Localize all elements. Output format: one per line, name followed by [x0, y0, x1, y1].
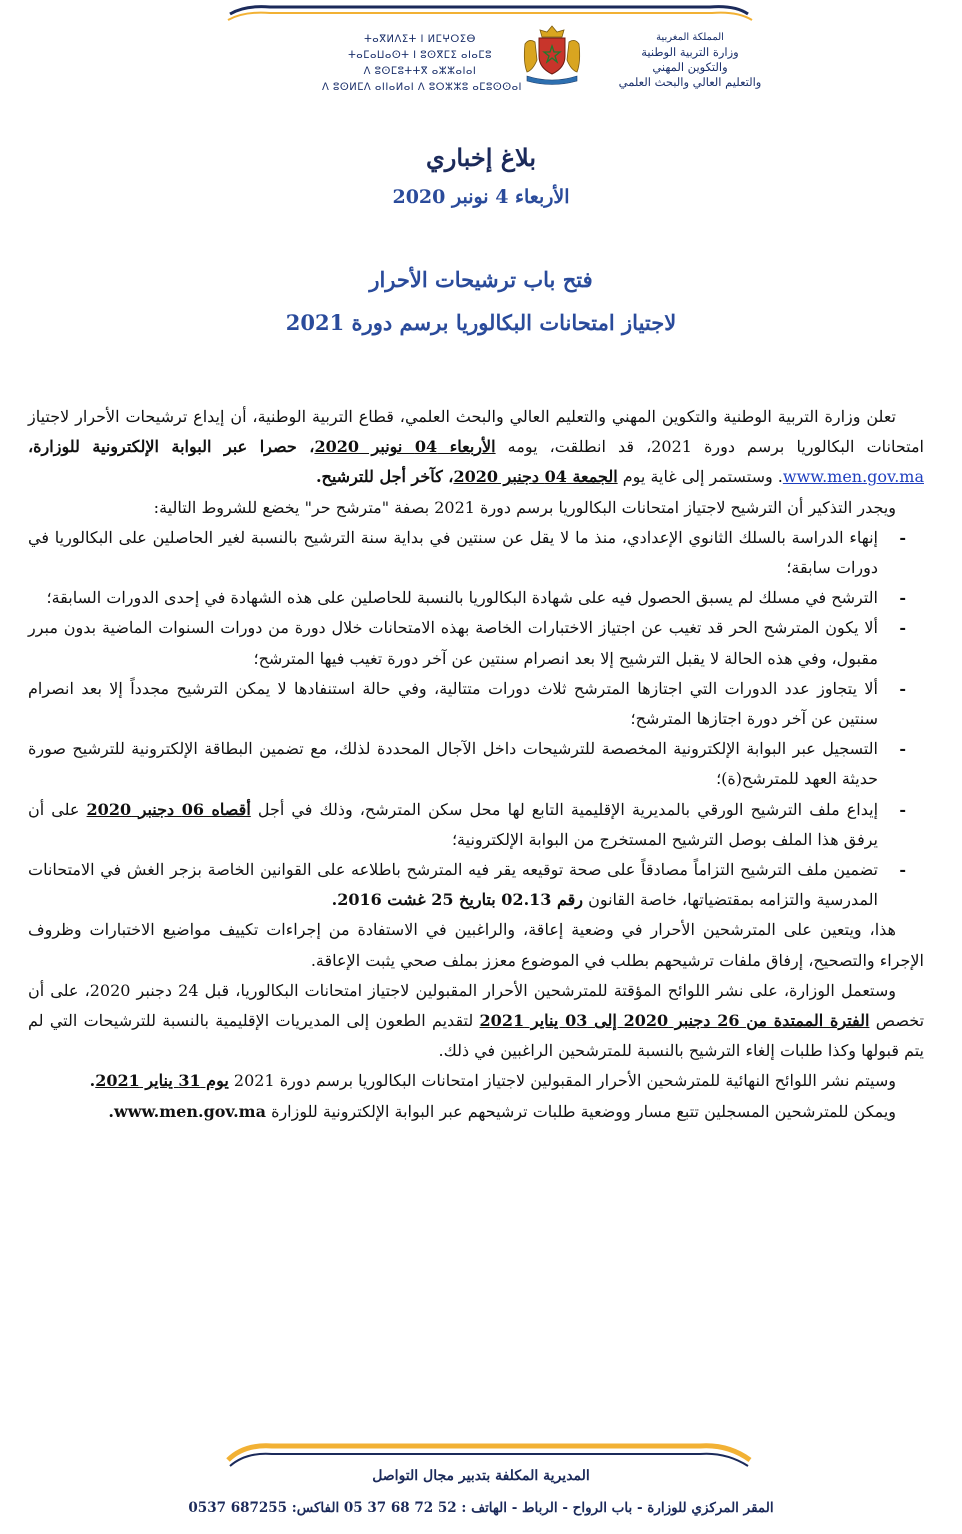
ministry-name [590, 30, 790, 90]
file-deadline: أقصاه 06 دجنبر 2020 [86, 799, 251, 819]
list-item: - إنهاء الدراسة بالسلك الثانوي الإعدادي، منذ ما لا يقل عن سنتين في بداية سنة الترشيح بالنسبة لغير الحاصلين على البكالوريا في دورات سابقة؛ [28, 523, 924, 583]
subject-line-2: لاجتياز امتحانات البكالوريا برسم دورة 2021 [285, 310, 677, 335]
final-list-date: يوم 31 يناير 2021 [95, 1071, 229, 1091]
conditions-list [28, 523, 924, 916]
ministry-line: المملكة المغربية [656, 32, 724, 43]
ministry-line: والتعليم العالي والبحث العلمي [618, 75, 762, 89]
ministry-line: والتكوين المهني [652, 60, 728, 74]
list-item: - الترشح في مسلك لم يسبق الحصول فيه على شهادة البكالوريا بالنسبة للحاصلين على هذه الشهادة في إحدى الدورات السابقة؛ [28, 583, 924, 613]
paragraph-disability: هذا، ويتعين على المترشحين الأحرار في وضعية إعاقة، والراغبين في الاستفادة من إجراءات تكييف مواضيع الاختبارات وظروف الإجراء والتصحيح، إرفاق ملفات ترشيحهم بطلب في الموضوع معزز بملف صحي يثبت الإعاقة. [28, 920, 924, 970]
paragraph-intro: تعلن وزارة التربية الوطنية والتكوين المهني والتعليم العالي والبحث العلمي، قطاع التربية الوطنية، أن إيداع ترشيحات الأحرار لاجتياز امتحانات البكالوريا برسم دورة 2021، قد انطلقت، يومه الأربعاء 04 نونبر 2020، حصرا عبر البوابة الإلكترونية للوزارة، www.men.gov.ma. وستستمر إلى غاية يوم الجمعة 04 دجنبر 2020، كآخر أجل للترشيح. [28, 407, 924, 487]
paragraph-conditions-intro: ويجدر التذكير أن الترشيح لاجتياز امتحانات البكالوريا برسم دورة 2021 بصفة "مترشح حر" يخضع للشروط التالية: [153, 497, 896, 517]
announcement-body [28, 402, 924, 1127]
tifinagh-line: ⴷ ⵓⵙⵍⵎⴷ ⴰⵏⵏⴰⵍⴰⵏ ⴷ ⵓⵔⵣⵣⵓ ⴰⵎⵓⵙⵙⴰⵏ [322, 82, 522, 93]
paragraph-final-lists: وسيتم نشر اللوائح النهائية للمترشحين الأحرار المقبولين لاجتياز امتحانات البكالوريا برسم دورة 2021 يوم 31 يناير 2021. [89, 1071, 896, 1091]
law-reference: رقم 02.13 بتاريخ 25 غشت 2016. [331, 890, 583, 910]
document-title: بلاغ إخباري [425, 143, 537, 172]
list-item: - إيداع ملف الترشيح الورقي بالمديرية الإقليمية التابع لها محل سكن المترشح، وذلك في أجل أقصاه 06 دجنبر 2020 على أن يرفق هذا الملف بوصل الترشيح المستخرج من البوابة الإلكترونية؛ [28, 795, 924, 855]
tifinagh-header [322, 32, 522, 96]
appeal-period: الفترة الممتدة من 26 دجنبر 2020 إلى 03 يناير 2021 [479, 1011, 870, 1031]
ministry-website-link[interactable]: www.men.gov.ma [782, 467, 924, 487]
ministry-line: وزارة التربية الوطنية [641, 45, 739, 59]
footer-directorate: المديرية المكلفة بتدبير مجال التواصل [372, 1468, 590, 1484]
tifinagh-line: ⵜⴰⵎⴰⵡⴰⵙⵜ ⵏ ⵓⵙⴳⵎⵉ ⴰⵏⴰⵎⵓ [348, 50, 492, 61]
start-date: الأربعاء 04 نونبر 2020 [314, 437, 496, 457]
tifinagh-line: ⵜⴰⴳⵍⴷⵉⵜ ⵏ ⵍⵎⵖⵔⵉⴱ [364, 34, 476, 45]
paragraph-provisional-lists: وستعمل الوزارة، على نشر اللوائح المؤقتة للمترشحين الأحرار المقبولين لاجتياز امتحانات البكالوريا، قبل 24 دجنبر 2020، على أن تخصص الفترة الممتدة من 26 دجنبر 2020 إلى 03 يناير 2021 لتقديم الطعون إلى المديريات الإقليمية بالنسبة للترشيحات التي لم يتم قبولها وكذا طلبات إلغاء الترشيح بالنسبة للمترشحين الراغبين في ذلك. [28, 980, 925, 1061]
list-item: - ألا يتجاوز عدد الدورات التي اجتازها المترشح ثلاث دورات متتالية، وفي حالة استنفادها لا يمكن الترشيح مجدداً إلا بعد انصرام سنتين عن آخر دورة اجتازها المترشح؛ [28, 674, 924, 734]
list-item: - ألا يكون المترشح الحر قد تغيب عن اجتياز الاختبارات الخاصة بهذه الامتحانات خلال دورة من دورات السنوات الماضية بدون مبرر مقبول، وفي هذه الحالة لا يقبل الترشيح إلا بعد انصرام سنتين عن آخر دورة تغيب فيها المترشح؛ [28, 613, 924, 673]
list-item: - تضمين ملف الترشيح التزاماً مصادقاً على صحة توقيعه يقر فيه المترشح باطلاعه على القوانين الخاصة بزجر الغش في الامتحانات المدرسية والتزامه بمقتضياتها، خاصة القانون رقم 02.13 بتاريخ 25 غشت 2016. [28, 855, 924, 915]
tifinagh-line: ⴷ ⵓⵙⵎⵓⵜⵜⴳ ⴰⵣⵣⴰⵏⴰⵏ [363, 66, 477, 77]
coat-of-arms-icon [519, 24, 585, 86]
paragraph-tracking: ويمكن للمترشحين المسجلين تتبع مسار ووضعية طلبات ترشيحهم عبر البوابة الإلكترونية للوزارة www.men.gov.ma. [108, 1101, 896, 1121]
deadline-date: الجمعة 04 دجنبر 2020 [453, 467, 618, 487]
ministry-website-text: www.men.gov.ma [113, 1101, 266, 1121]
footer-address: المقر المركزي للوزارة - باب الرواح - الرباط - الهاتف : 52 72 68 37 05 الفاكس: 687255 0537 [188, 1500, 774, 1516]
subject-line-1: فتح باب ترشيحات الأحرار [369, 267, 593, 292]
document-date: الأربعاء 4 نونبر 2020 [392, 186, 570, 208]
list-item: - التسجيل عبر البوابة الإلكترونية المخصصة للترشيحات داخل الآجال المحددة لذلك، مع تضمين البطاقة الإلكترونية للترشيح صورة حديثة العهد للمترشح(ة)؛ [28, 734, 924, 794]
